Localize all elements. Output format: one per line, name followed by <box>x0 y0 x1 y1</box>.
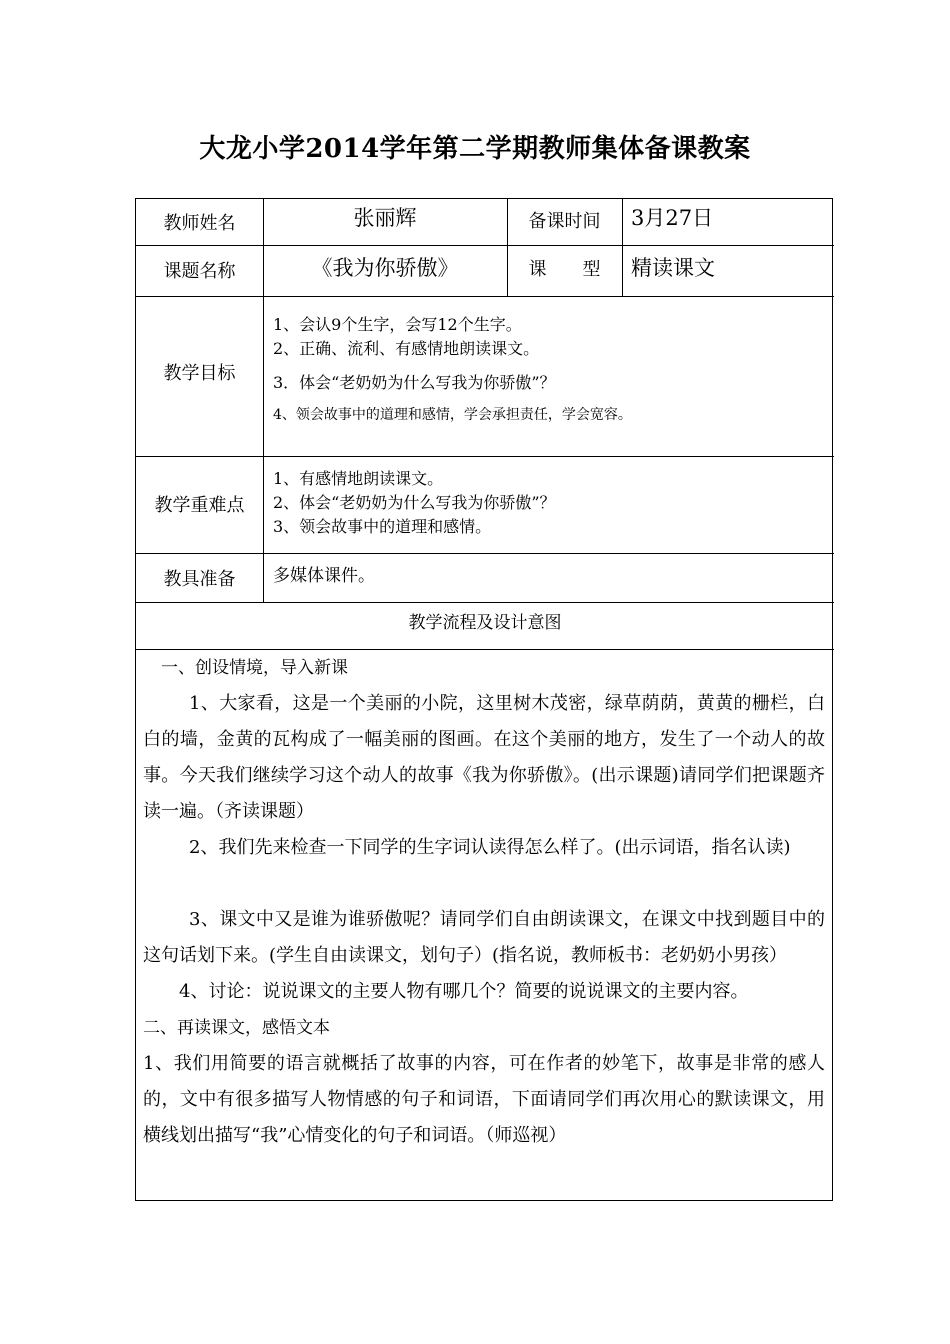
page-title: 大龙小学2014学年第二学期教师集体备课教案 <box>199 134 751 164</box>
goal-item: 3．体会“老奶奶为什么写我为你骄傲”？ <box>273 373 556 392</box>
flow-paragraph: 4、讨论：说说课文的主要人物有哪几个？简要的说说课文的主要内容。 <box>179 981 749 1002</box>
topic-label: 课题名称 <box>163 261 236 282</box>
topic-value: 《我为你骄傲》 <box>311 256 459 280</box>
row-divider <box>136 296 834 297</box>
tools-value: 多媒体课件。 <box>273 566 375 586</box>
goals-list <box>273 313 823 427</box>
flow-header: 教学流程及设计意图 <box>408 613 562 633</box>
teacher-name-label: 教师姓名 <box>163 213 236 234</box>
flow-paragraph: 3、课文中又是谁为谁骄傲呢？请同学们自由朗读课文，在课文中找到题目中的这句话划下来。(学生自由读课文，划句子）(指名说，教师板书：老奶奶小男孩） <box>143 909 825 966</box>
lesson-type-value: 精读课文 <box>631 256 715 280</box>
prep-time-value: 3月27日 <box>631 206 714 230</box>
flow-paragraph: 1、我们用简要的语言就概括了故事的内容，可在作者的妙笔下，故事是非常的感人的，文中有很多描写人物情感的句子和词语，下面请同学们再次用心的默读课文，用横线划出描写“我”心情变化的句子和词语。（师巡视） <box>143 1053 825 1146</box>
key-point-item: 2、体会“老奶奶为什么写我为你骄傲”？ <box>273 493 556 512</box>
row-divider <box>136 553 834 554</box>
row-divider <box>136 456 834 457</box>
key-points-list <box>273 467 823 539</box>
key-point-item: 1、有感情地朗读课文。 <box>273 469 444 488</box>
goals-label: 教学目标 <box>163 363 236 384</box>
section-heading: 二、再读课文，感悟文本 <box>143 1018 330 1038</box>
goal-item: 1、会认9个生字，会写12个生字。 <box>273 315 522 334</box>
tools-label: 教具准备 <box>163 569 236 590</box>
goal-item: 2、正确、流利、有感情地朗读课文。 <box>273 339 540 358</box>
key-point-item: 3、领会故事中的道理和感情。 <box>273 517 492 536</box>
lesson-type-label: 课 型 <box>528 259 601 280</box>
row-divider <box>136 245 834 246</box>
column-divider <box>622 199 623 296</box>
flow-paragraph: 2、我们先来检查一下同学的生字词认读得怎么样了。(出示词语，指名认读) <box>189 837 791 858</box>
prep-time-label: 备课时间 <box>528 211 601 232</box>
row-divider <box>136 602 834 603</box>
section-heading: 一、创设情境，导入新课 <box>161 658 348 678</box>
teaching-flow <box>143 650 825 1154</box>
goal-item: 4、领会故事中的道理和感情，学会承担责任，学会宽容。 <box>273 407 632 423</box>
flow-paragraph: 1、大家看，这是一个美丽的小院，这里树木茂密，绿草荫荫，黄黄的栅栏，白白的墙，金黄的瓦构成了一幅美丽的图画。在这个美丽的地方，发生了一个动人的故事。今天我们继续学习这个动人的故事《我为你骄傲》。(出示课题)请同学们把课题齐读一遍。（齐读课题） <box>143 693 825 822</box>
teacher-name-value: 张丽辉 <box>353 206 417 230</box>
key-points-label: 教学重难点 <box>154 495 245 516</box>
